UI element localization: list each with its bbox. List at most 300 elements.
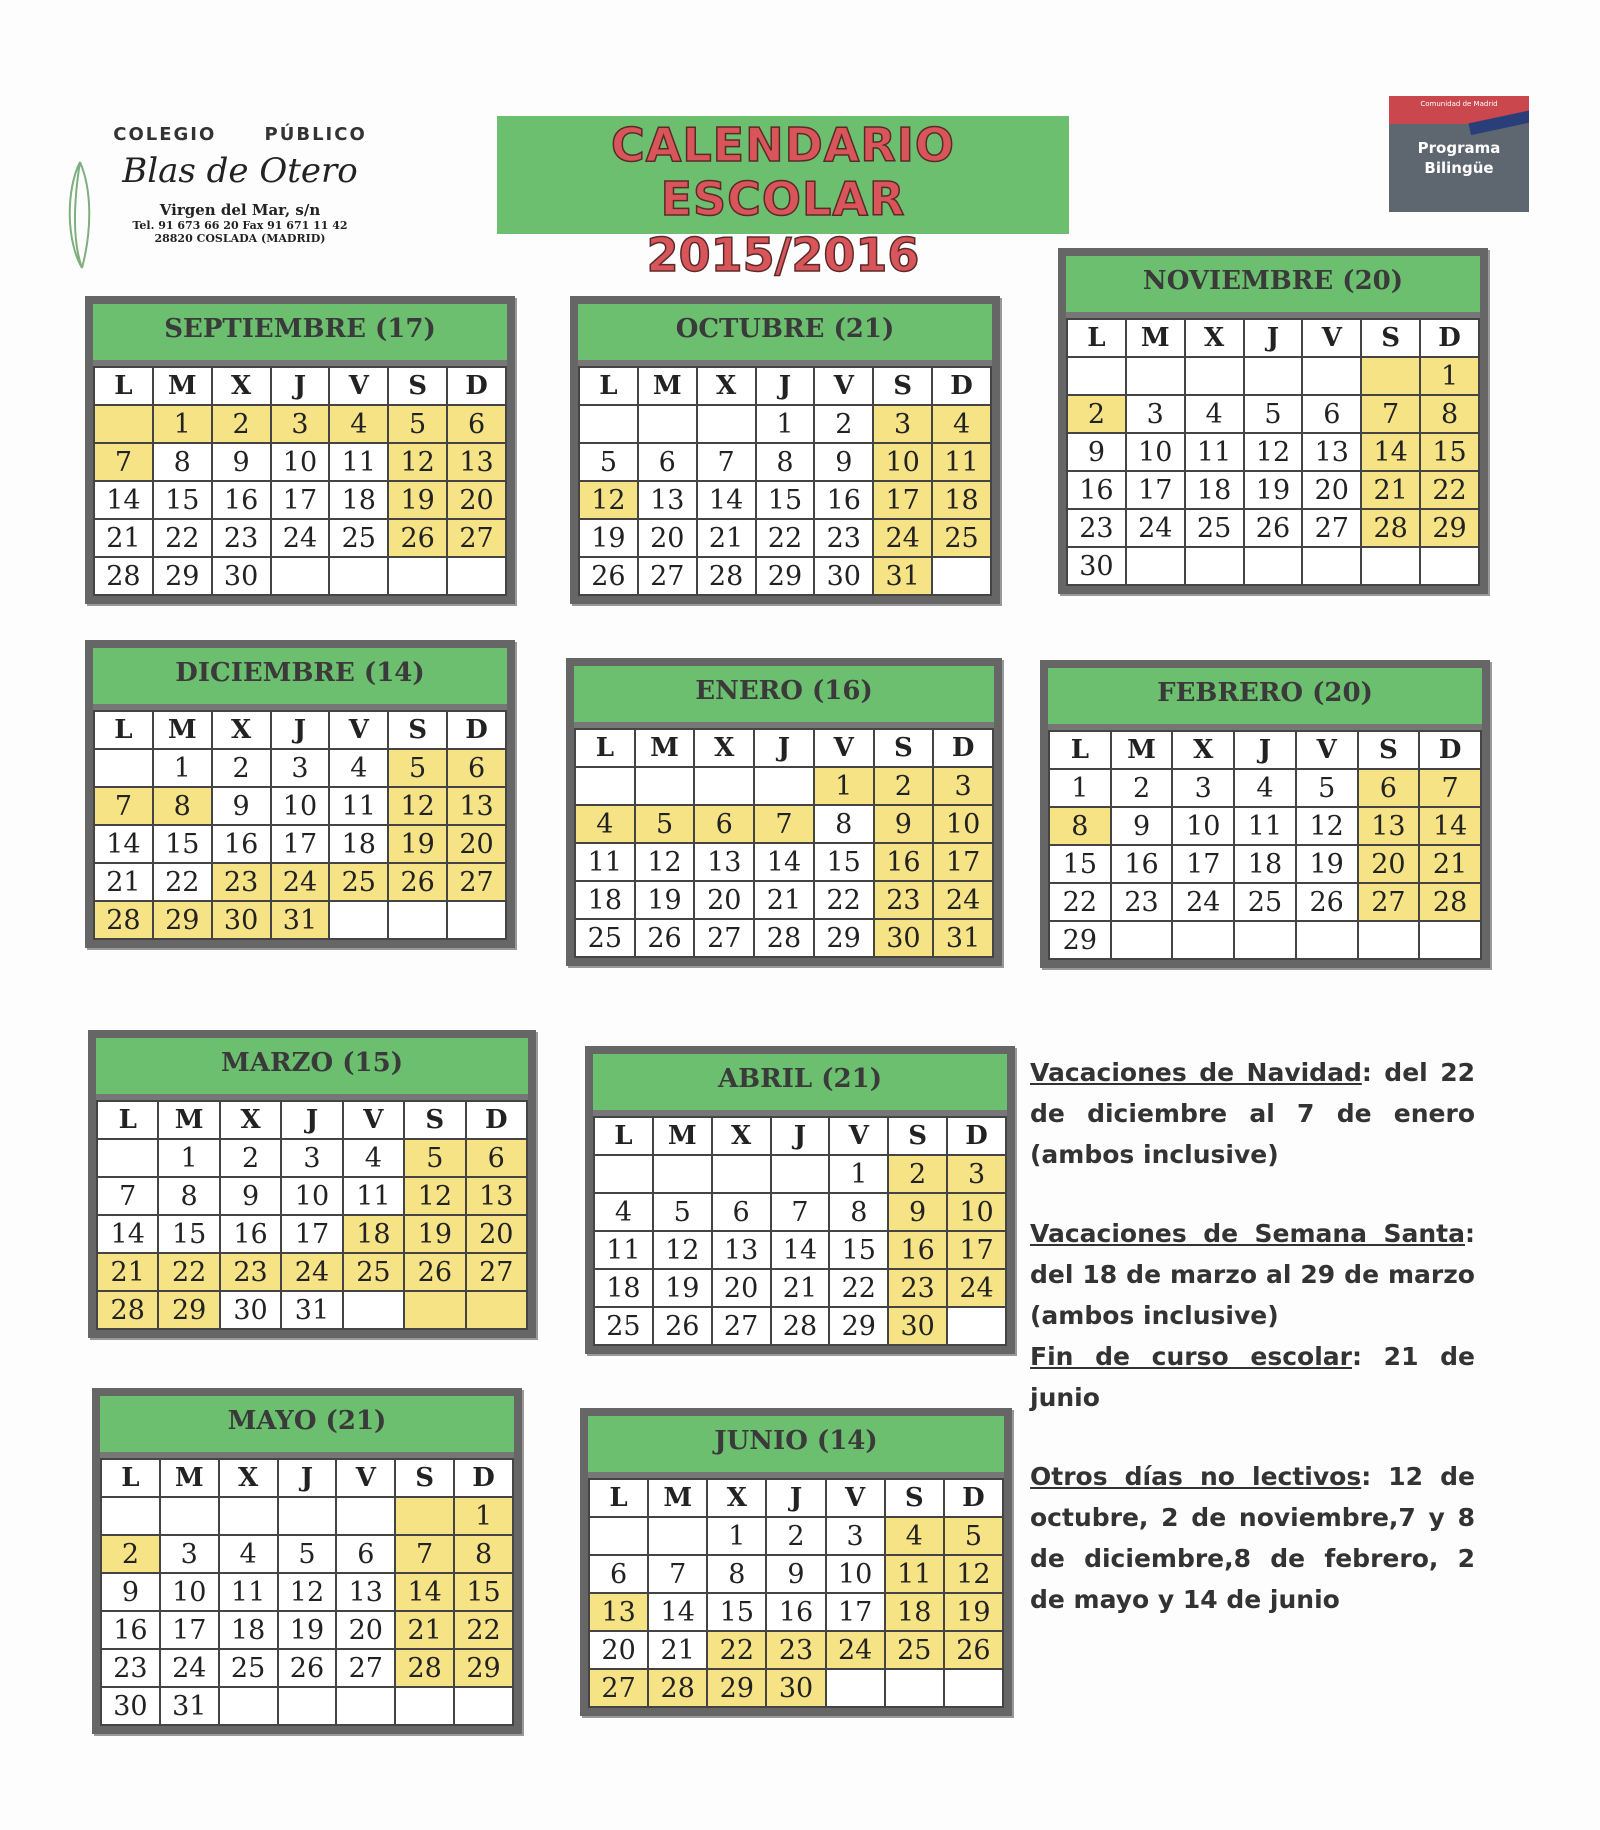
day-cell: 4 [932, 405, 991, 443]
day-cell: 25 [329, 863, 388, 901]
month-2 [1058, 248, 1488, 594]
empty-cell [278, 1687, 337, 1725]
day-cell: 23 [766, 1631, 825, 1669]
day-cell: 20 [1302, 471, 1361, 509]
weekday-header: X [212, 711, 271, 749]
leaf-logo-icon [62, 160, 98, 270]
day-cell: 23 [212, 863, 271, 901]
day-cell: 15 [1049, 845, 1111, 883]
day-cell: 29 [814, 919, 874, 957]
weekday-header: D [466, 1101, 527, 1139]
weekday-header: L [594, 1117, 653, 1155]
title-line2: 2015/2016 [646, 228, 920, 282]
day-cell: 21 [395, 1611, 454, 1649]
day-cell: 25 [1234, 883, 1296, 921]
day-cell: 26 [635, 919, 695, 957]
empty-cell [589, 1517, 648, 1555]
month-title: ENERO (16) [574, 666, 994, 728]
day-cell: 16 [220, 1215, 281, 1253]
weekday-header: S [1361, 319, 1420, 357]
day-cell: 2 [766, 1517, 825, 1555]
day-cell: 12 [404, 1177, 465, 1215]
day-cell: 25 [885, 1631, 944, 1669]
weekday-header: S [888, 1117, 947, 1155]
weekday-header: J [278, 1459, 337, 1497]
empty-cell [395, 1687, 454, 1725]
empty-cell [1185, 357, 1244, 395]
day-cell: 9 [874, 805, 934, 843]
month-6 [88, 1030, 536, 1338]
day-cell: 13 [447, 787, 506, 825]
day-cell: 14 [1419, 807, 1481, 845]
day-cell: 17 [281, 1215, 342, 1253]
day-cell: 25 [575, 919, 635, 957]
month-title: OCTUBRE (21) [578, 304, 992, 366]
weekday-header: V [1302, 319, 1361, 357]
empty-cell [1302, 547, 1361, 585]
day-cell: 7 [94, 443, 153, 481]
day-cell: 28 [395, 1649, 454, 1687]
empty-cell [1067, 357, 1126, 395]
day-cell: 19 [1296, 845, 1358, 883]
empty-cell [388, 901, 447, 939]
weekday-header: J [281, 1101, 342, 1139]
day-cell: 13 [589, 1593, 648, 1631]
day-cell: 15 [153, 481, 212, 519]
day-cell: 3 [1126, 395, 1185, 433]
month-title: FEBRERO (20) [1048, 668, 1482, 730]
day-cell: 26 [944, 1631, 1003, 1669]
day-cell: 22 [1420, 471, 1479, 509]
note-easter: Vacaciones de Semana Santa: del 18 de marzo al 29 de marzo (ambos inclusive) [1030, 1219, 1475, 1330]
day-cell: 22 [158, 1253, 219, 1291]
weekday-header: S [885, 1479, 944, 1517]
empty-cell [336, 1687, 395, 1725]
day-cell: 22 [814, 881, 874, 919]
empty-cell [447, 557, 506, 595]
day-cell: 2 [212, 405, 271, 443]
day-cell: 21 [94, 519, 153, 557]
title-line1: CALENDARIO ESCOLAR [610, 118, 956, 226]
empty-cell [329, 901, 388, 939]
day-cell: 29 [756, 557, 815, 595]
empty-cell [1361, 357, 1420, 395]
weekday-header: V [829, 1117, 888, 1155]
weekday-header: X [712, 1117, 771, 1155]
weekday-header: X [697, 367, 756, 405]
day-cell: 13 [638, 481, 697, 519]
day-cell: 20 [712, 1269, 771, 1307]
day-cell: 8 [1049, 807, 1111, 845]
school-address: Virgen del Mar, s/n [159, 201, 321, 219]
day-cell: 30 [766, 1669, 825, 1707]
weekday-header: M [635, 729, 695, 767]
month-1 [570, 296, 1000, 604]
day-cell: 4 [594, 1193, 653, 1231]
day-cell: 7 [754, 805, 814, 843]
day-cell: 10 [826, 1555, 885, 1593]
day-cell: 2 [874, 767, 934, 805]
day-cell: 1 [829, 1155, 888, 1193]
day-cell: 3 [1172, 769, 1234, 807]
day-cell: 20 [589, 1631, 648, 1669]
weekday-header: M [160, 1459, 219, 1497]
day-cell: 11 [329, 787, 388, 825]
weekday-header: V [329, 367, 388, 405]
empty-cell [1419, 921, 1481, 959]
month-title: DICIEMBRE (14) [93, 648, 507, 710]
day-cell: 14 [94, 481, 153, 519]
day-cell: 19 [388, 481, 447, 519]
day-cell: 10 [271, 443, 330, 481]
day-cell: 13 [466, 1177, 527, 1215]
day-cell: 30 [814, 557, 873, 595]
day-cell: 22 [454, 1611, 513, 1649]
empty-cell [101, 1497, 160, 1535]
empty-cell [1126, 547, 1185, 585]
weekday-header: L [94, 367, 153, 405]
weekday-header: L [589, 1479, 648, 1517]
day-cell: 31 [271, 901, 330, 939]
day-cell: 19 [579, 519, 638, 557]
bilingual-program-badge [1389, 96, 1529, 212]
day-cell: 19 [635, 881, 695, 919]
day-cell: 16 [1111, 845, 1173, 883]
empty-cell [653, 1155, 712, 1193]
day-cell: 7 [697, 443, 756, 481]
empty-cell [94, 405, 153, 443]
day-cell: 30 [101, 1687, 160, 1725]
day-cell: 25 [932, 519, 991, 557]
empty-cell [712, 1155, 771, 1193]
day-cell: 22 [153, 863, 212, 901]
badge-top: Comunidad de Madrid [1389, 96, 1529, 124]
day-cell: 3 [933, 767, 993, 805]
day-cell: 17 [826, 1593, 885, 1631]
day-cell: 9 [212, 443, 271, 481]
day-cell: 2 [1067, 395, 1126, 433]
day-cell: 25 [219, 1649, 278, 1687]
weekday-header: X [212, 367, 271, 405]
weekday-header: V [343, 1101, 404, 1139]
empty-cell [1185, 547, 1244, 585]
day-cell: 6 [1358, 769, 1420, 807]
day-cell: 13 [694, 843, 754, 881]
day-cell: 12 [635, 843, 695, 881]
day-cell: 23 [1111, 883, 1173, 921]
day-cell: 12 [944, 1555, 1003, 1593]
empty-cell [697, 405, 756, 443]
day-cell: 28 [94, 557, 153, 595]
day-cell: 4 [1185, 395, 1244, 433]
day-cell: 29 [153, 557, 212, 595]
day-cell: 27 [1358, 883, 1420, 921]
day-cell: 12 [388, 443, 447, 481]
day-cell: 16 [212, 481, 271, 519]
day-cell: 15 [454, 1573, 513, 1611]
day-cell: 24 [160, 1649, 219, 1687]
month-7 [585, 1046, 1015, 1354]
day-cell: 18 [594, 1269, 653, 1307]
day-cell: 4 [329, 749, 388, 787]
empty-cell [395, 1497, 454, 1535]
weekday-header: S [388, 367, 447, 405]
weekday-header: M [158, 1101, 219, 1139]
weekday-header: X [220, 1101, 281, 1139]
day-cell: 29 [1420, 509, 1479, 547]
day-cell: 28 [754, 919, 814, 957]
weekday-header: J [271, 711, 330, 749]
day-cell: 20 [1358, 845, 1420, 883]
empty-cell [1361, 547, 1420, 585]
day-cell: 4 [575, 805, 635, 843]
empty-cell [454, 1687, 513, 1725]
empty-cell [1234, 921, 1296, 959]
weekday-header: D [454, 1459, 513, 1497]
day-cell: 6 [466, 1139, 527, 1177]
day-cell: 3 [873, 405, 932, 443]
day-cell: 17 [1172, 845, 1234, 883]
day-cell: 5 [944, 1517, 1003, 1555]
weekday-header: M [153, 711, 212, 749]
day-cell: 25 [594, 1307, 653, 1345]
day-cell: 2 [101, 1535, 160, 1573]
empty-cell [94, 749, 153, 787]
day-cell: 21 [648, 1631, 707, 1669]
day-cell: 5 [388, 749, 447, 787]
note-christmas: Vacaciones de Navidad: del 22 de diciembre al 7 de enero (ambos inclusive) [1030, 1058, 1475, 1169]
empty-cell [648, 1517, 707, 1555]
day-cell: 25 [1185, 509, 1244, 547]
school-phone: Tel. 91 673 66 20 Fax 91 671 11 42 [132, 219, 348, 232]
weekday-header: D [944, 1479, 1003, 1517]
month-title: MAYO (21) [100, 1396, 514, 1458]
day-cell: 20 [336, 1611, 395, 1649]
calendar-title [497, 116, 1069, 282]
day-cell: 10 [160, 1573, 219, 1611]
day-cell: 8 [158, 1177, 219, 1215]
day-cell: 10 [1126, 433, 1185, 471]
day-cell: 16 [814, 481, 873, 519]
day-cell: 15 [158, 1215, 219, 1253]
day-cell: 23 [220, 1253, 281, 1291]
day-cell: 19 [653, 1269, 712, 1307]
weekday-header: L [94, 711, 153, 749]
day-cell: 16 [888, 1231, 947, 1269]
weekday-header: L [579, 367, 638, 405]
weekday-header: D [947, 1117, 1006, 1155]
day-cell: 24 [1172, 883, 1234, 921]
day-cell: 9 [212, 787, 271, 825]
day-cell: 14 [771, 1231, 830, 1269]
empty-cell [579, 405, 638, 443]
day-cell: 17 [271, 481, 330, 519]
empty-cell [947, 1307, 1006, 1345]
weekday-header: J [766, 1479, 825, 1517]
day-cell: 1 [707, 1517, 766, 1555]
school-name: Blas de Otero [122, 151, 358, 191]
note-other-days: Otros días no lectivos: 12 de octubre, 2 de noviembre,7 y 8 de diciembre,8 de febrero, 2 de mayo y 14 de junio [1030, 1462, 1476, 1614]
weekday-header: V [814, 367, 873, 405]
day-cell: 30 [220, 1291, 281, 1329]
day-cell: 28 [94, 901, 153, 939]
day-cell: 6 [447, 749, 506, 787]
empty-cell [219, 1497, 278, 1535]
day-cell: 1 [153, 749, 212, 787]
day-cell: 29 [454, 1649, 513, 1687]
day-cell: 17 [271, 825, 330, 863]
weekday-header: S [388, 711, 447, 749]
month-8 [92, 1388, 522, 1734]
day-cell: 14 [754, 843, 814, 881]
day-cell: 1 [153, 405, 212, 443]
day-cell: 30 [888, 1307, 947, 1345]
day-cell: 27 [336, 1649, 395, 1687]
day-cell: 3 [826, 1517, 885, 1555]
day-cell: 28 [648, 1669, 707, 1707]
day-cell: 9 [814, 443, 873, 481]
day-cell: 13 [712, 1231, 771, 1269]
empty-cell [932, 557, 991, 595]
weekday-header: V [826, 1479, 885, 1517]
day-cell: 18 [932, 481, 991, 519]
day-cell: 9 [101, 1573, 160, 1611]
day-cell: 17 [873, 481, 932, 519]
day-cell: 26 [278, 1649, 337, 1687]
day-cell: 10 [281, 1177, 342, 1215]
day-cell: 27 [1302, 509, 1361, 547]
empty-cell [278, 1497, 337, 1535]
day-cell: 8 [829, 1193, 888, 1231]
weekday-header: M [153, 367, 212, 405]
weekday-header: M [653, 1117, 712, 1155]
day-cell: 6 [694, 805, 754, 843]
day-cell: 11 [1234, 807, 1296, 845]
day-cell: 16 [874, 843, 934, 881]
day-cell: 26 [404, 1253, 465, 1291]
day-cell: 28 [1361, 509, 1420, 547]
day-cell: 10 [1172, 807, 1234, 845]
weekday-header: M [638, 367, 697, 405]
day-cell: 15 [153, 825, 212, 863]
weekday-header: L [575, 729, 635, 767]
day-cell: 5 [653, 1193, 712, 1231]
month-title: ABRIL (21) [593, 1054, 1007, 1116]
day-cell: 6 [589, 1555, 648, 1593]
empty-cell [1244, 547, 1303, 585]
day-cell: 18 [1234, 845, 1296, 883]
empty-cell [826, 1669, 885, 1707]
empty-cell [944, 1669, 1003, 1707]
day-cell: 29 [1049, 921, 1111, 959]
weekday-header: L [101, 1459, 160, 1497]
day-cell: 17 [933, 843, 993, 881]
day-cell: 16 [1067, 471, 1126, 509]
empty-cell [638, 405, 697, 443]
day-cell: 9 [766, 1555, 825, 1593]
empty-cell [754, 767, 814, 805]
day-cell: 12 [388, 787, 447, 825]
day-cell: 19 [278, 1611, 337, 1649]
weekday-header: M [648, 1479, 707, 1517]
day-cell: 20 [694, 881, 754, 919]
month-title: JUNIO (14) [588, 1416, 1004, 1478]
day-cell: 5 [278, 1535, 337, 1573]
day-cell: 16 [101, 1611, 160, 1649]
day-cell: 11 [575, 843, 635, 881]
day-cell: 14 [395, 1573, 454, 1611]
month-3 [85, 640, 515, 948]
day-cell: 13 [1302, 433, 1361, 471]
day-cell: 21 [771, 1269, 830, 1307]
day-cell: 15 [1420, 433, 1479, 471]
day-cell: 28 [1419, 883, 1481, 921]
day-cell: 7 [1419, 769, 1481, 807]
month-title: SEPTIEMBRE (17) [93, 304, 507, 366]
day-cell: 20 [447, 481, 506, 519]
weekday-header: J [1234, 731, 1296, 769]
school-header [70, 124, 410, 245]
day-cell: 31 [160, 1687, 219, 1725]
day-cell: 9 [888, 1193, 947, 1231]
day-cell: 27 [589, 1669, 648, 1707]
day-cell: 14 [697, 481, 756, 519]
note-end-of-year: Fin de curso escolar: 21 de junio [1030, 1342, 1476, 1412]
day-cell: 13 [336, 1573, 395, 1611]
holiday-notes [1030, 1052, 1475, 1620]
day-cell: 31 [873, 557, 932, 595]
day-cell: 18 [219, 1611, 278, 1649]
weekday-header: J [756, 367, 815, 405]
day-cell: 27 [712, 1307, 771, 1345]
day-cell: 1 [454, 1497, 513, 1535]
day-cell: 18 [343, 1215, 404, 1253]
day-cell: 3 [271, 749, 330, 787]
day-cell: 4 [1234, 769, 1296, 807]
empty-cell [1111, 921, 1173, 959]
empty-cell [271, 557, 330, 595]
day-cell: 14 [94, 825, 153, 863]
day-cell: 2 [1111, 769, 1173, 807]
day-cell: 1 [814, 767, 874, 805]
day-cell: 23 [874, 881, 934, 919]
day-cell: 26 [388, 519, 447, 557]
day-cell: 25 [329, 519, 388, 557]
weekday-header: D [447, 711, 506, 749]
day-cell: 16 [212, 825, 271, 863]
day-cell: 27 [447, 519, 506, 557]
empty-cell [1358, 921, 1420, 959]
day-cell: 18 [885, 1593, 944, 1631]
day-cell: 8 [814, 805, 874, 843]
empty-cell [388, 557, 447, 595]
weekday-header: S [1358, 731, 1420, 769]
empty-cell [594, 1155, 653, 1193]
day-cell: 14 [648, 1593, 707, 1631]
day-cell: 6 [336, 1535, 395, 1573]
day-cell: 22 [1049, 883, 1111, 921]
day-cell: 5 [1296, 769, 1358, 807]
weekday-header: X [1172, 731, 1234, 769]
day-cell: 8 [454, 1535, 513, 1573]
day-cell: 27 [447, 863, 506, 901]
day-cell: 27 [694, 919, 754, 957]
empty-cell [160, 1497, 219, 1535]
day-cell: 28 [697, 557, 756, 595]
weekday-header: S [395, 1459, 454, 1497]
day-cell: 19 [944, 1593, 1003, 1631]
day-cell: 11 [1185, 433, 1244, 471]
